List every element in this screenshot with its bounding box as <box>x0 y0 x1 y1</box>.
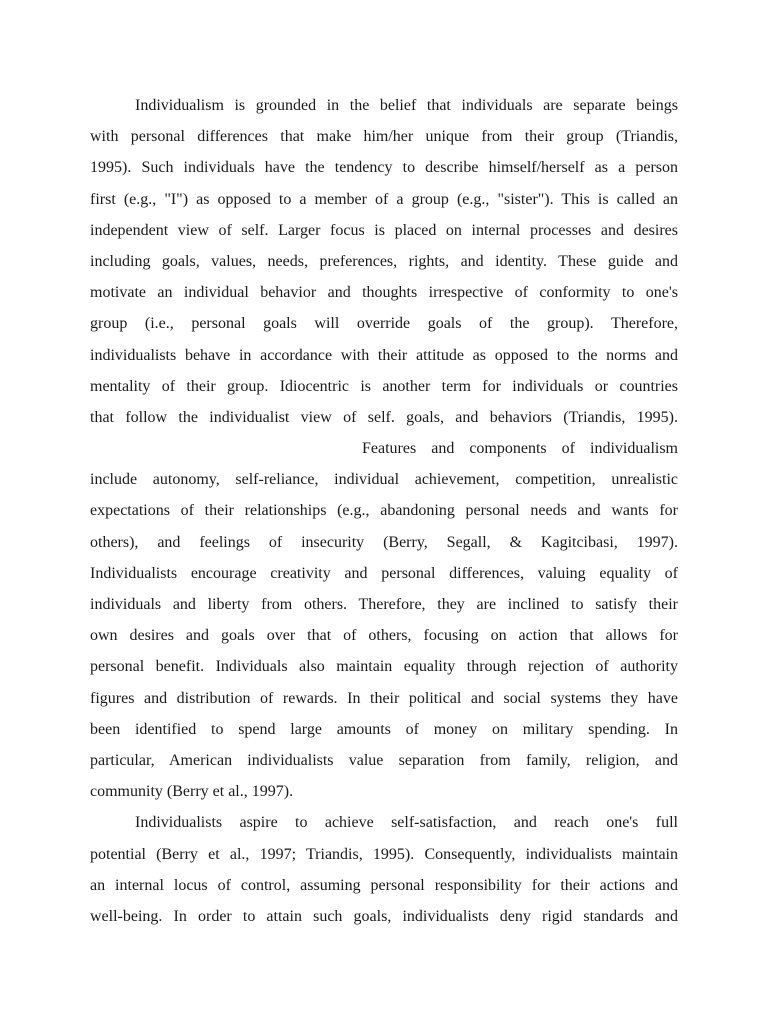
paragraph <box>90 807 678 932</box>
text-line: potential (Berry et al., 1997; Triandis, 1995). Consequently, individualists maintain <box>90 845 678 863</box>
text-line: mentality of their group. Idiocentric is another term for individuals or countries <box>90 377 678 395</box>
text-line: include autonomy, self-reliance, individual achievement, competition, unrealistic <box>90 471 678 489</box>
text-line: particular, American individualists value separation from family, religion, and <box>90 751 678 769</box>
text-line: 1995). Such individuals have the tendency to describe himself/herself as a person <box>90 159 678 177</box>
text-line: individualists behave in accordance with their attitude as opposed to the norms and <box>90 346 678 364</box>
text-line: individuals and liberty from others. Therefore, they are inclined to satisfy their <box>90 596 678 613</box>
body-text <box>90 90 678 932</box>
text-line: Individualists aspire to achieve self-satisfaction, and reach one's full <box>135 814 678 832</box>
text-line: including goals, values, needs, preferences, rights, and identity. These guide and <box>90 252 678 270</box>
text-line: personal benefit. Individuals also maintain equality through rejection of authority <box>90 658 678 676</box>
text-line: independent view of self. Larger focus is placed on internal processes and desires <box>90 221 678 239</box>
text-line: figures and distribution of rewards. In their political and social systems they have <box>90 689 678 707</box>
text-line: well-being. In order to attain such goals, individualists deny rigid standards and <box>90 907 678 925</box>
text-line: expectations of their relationships (e.g., abandoning personal needs and wants for <box>90 502 678 520</box>
text-line: first (e.g., "I") as opposed to a member of a group (e.g., "sister"). This is called an <box>90 190 678 208</box>
text-line: Individualism is grounded in the belief that individuals are separate beings <box>135 97 678 114</box>
text-line: an internal locus of control, assuming personal responsibility for their actions and <box>90 876 678 894</box>
text-line: Individualists encourage creativity and personal differences, valuing equality of <box>90 564 678 582</box>
text-line: others), and feelings of insecurity (Berry, Segall, & Kagitcibasi, 1997). <box>90 533 678 551</box>
text-line: Features and components of individualism <box>362 440 678 458</box>
text-line: been identified to spend large amounts of money on military spending. In <box>90 720 678 738</box>
text-line: own desires and goals over that of others, focusing on action that allows for <box>90 627 678 645</box>
text-line: motivate an individual behavior and thoughts irrespective of conformity to one's <box>90 284 678 302</box>
text-line: that follow the individualist view of self. goals, and behaviors (Triandis, 1995). <box>90 408 678 426</box>
paragraph <box>90 433 678 807</box>
text-line: group (i.e., personal goals will override goals of the group). Therefore, <box>90 315 678 333</box>
paragraph <box>90 90 678 433</box>
text-line: with personal differences that make him/her unique from their group (Triandis, <box>90 128 678 146</box>
text-line: community (Berry et al., 1997). <box>90 783 294 801</box>
